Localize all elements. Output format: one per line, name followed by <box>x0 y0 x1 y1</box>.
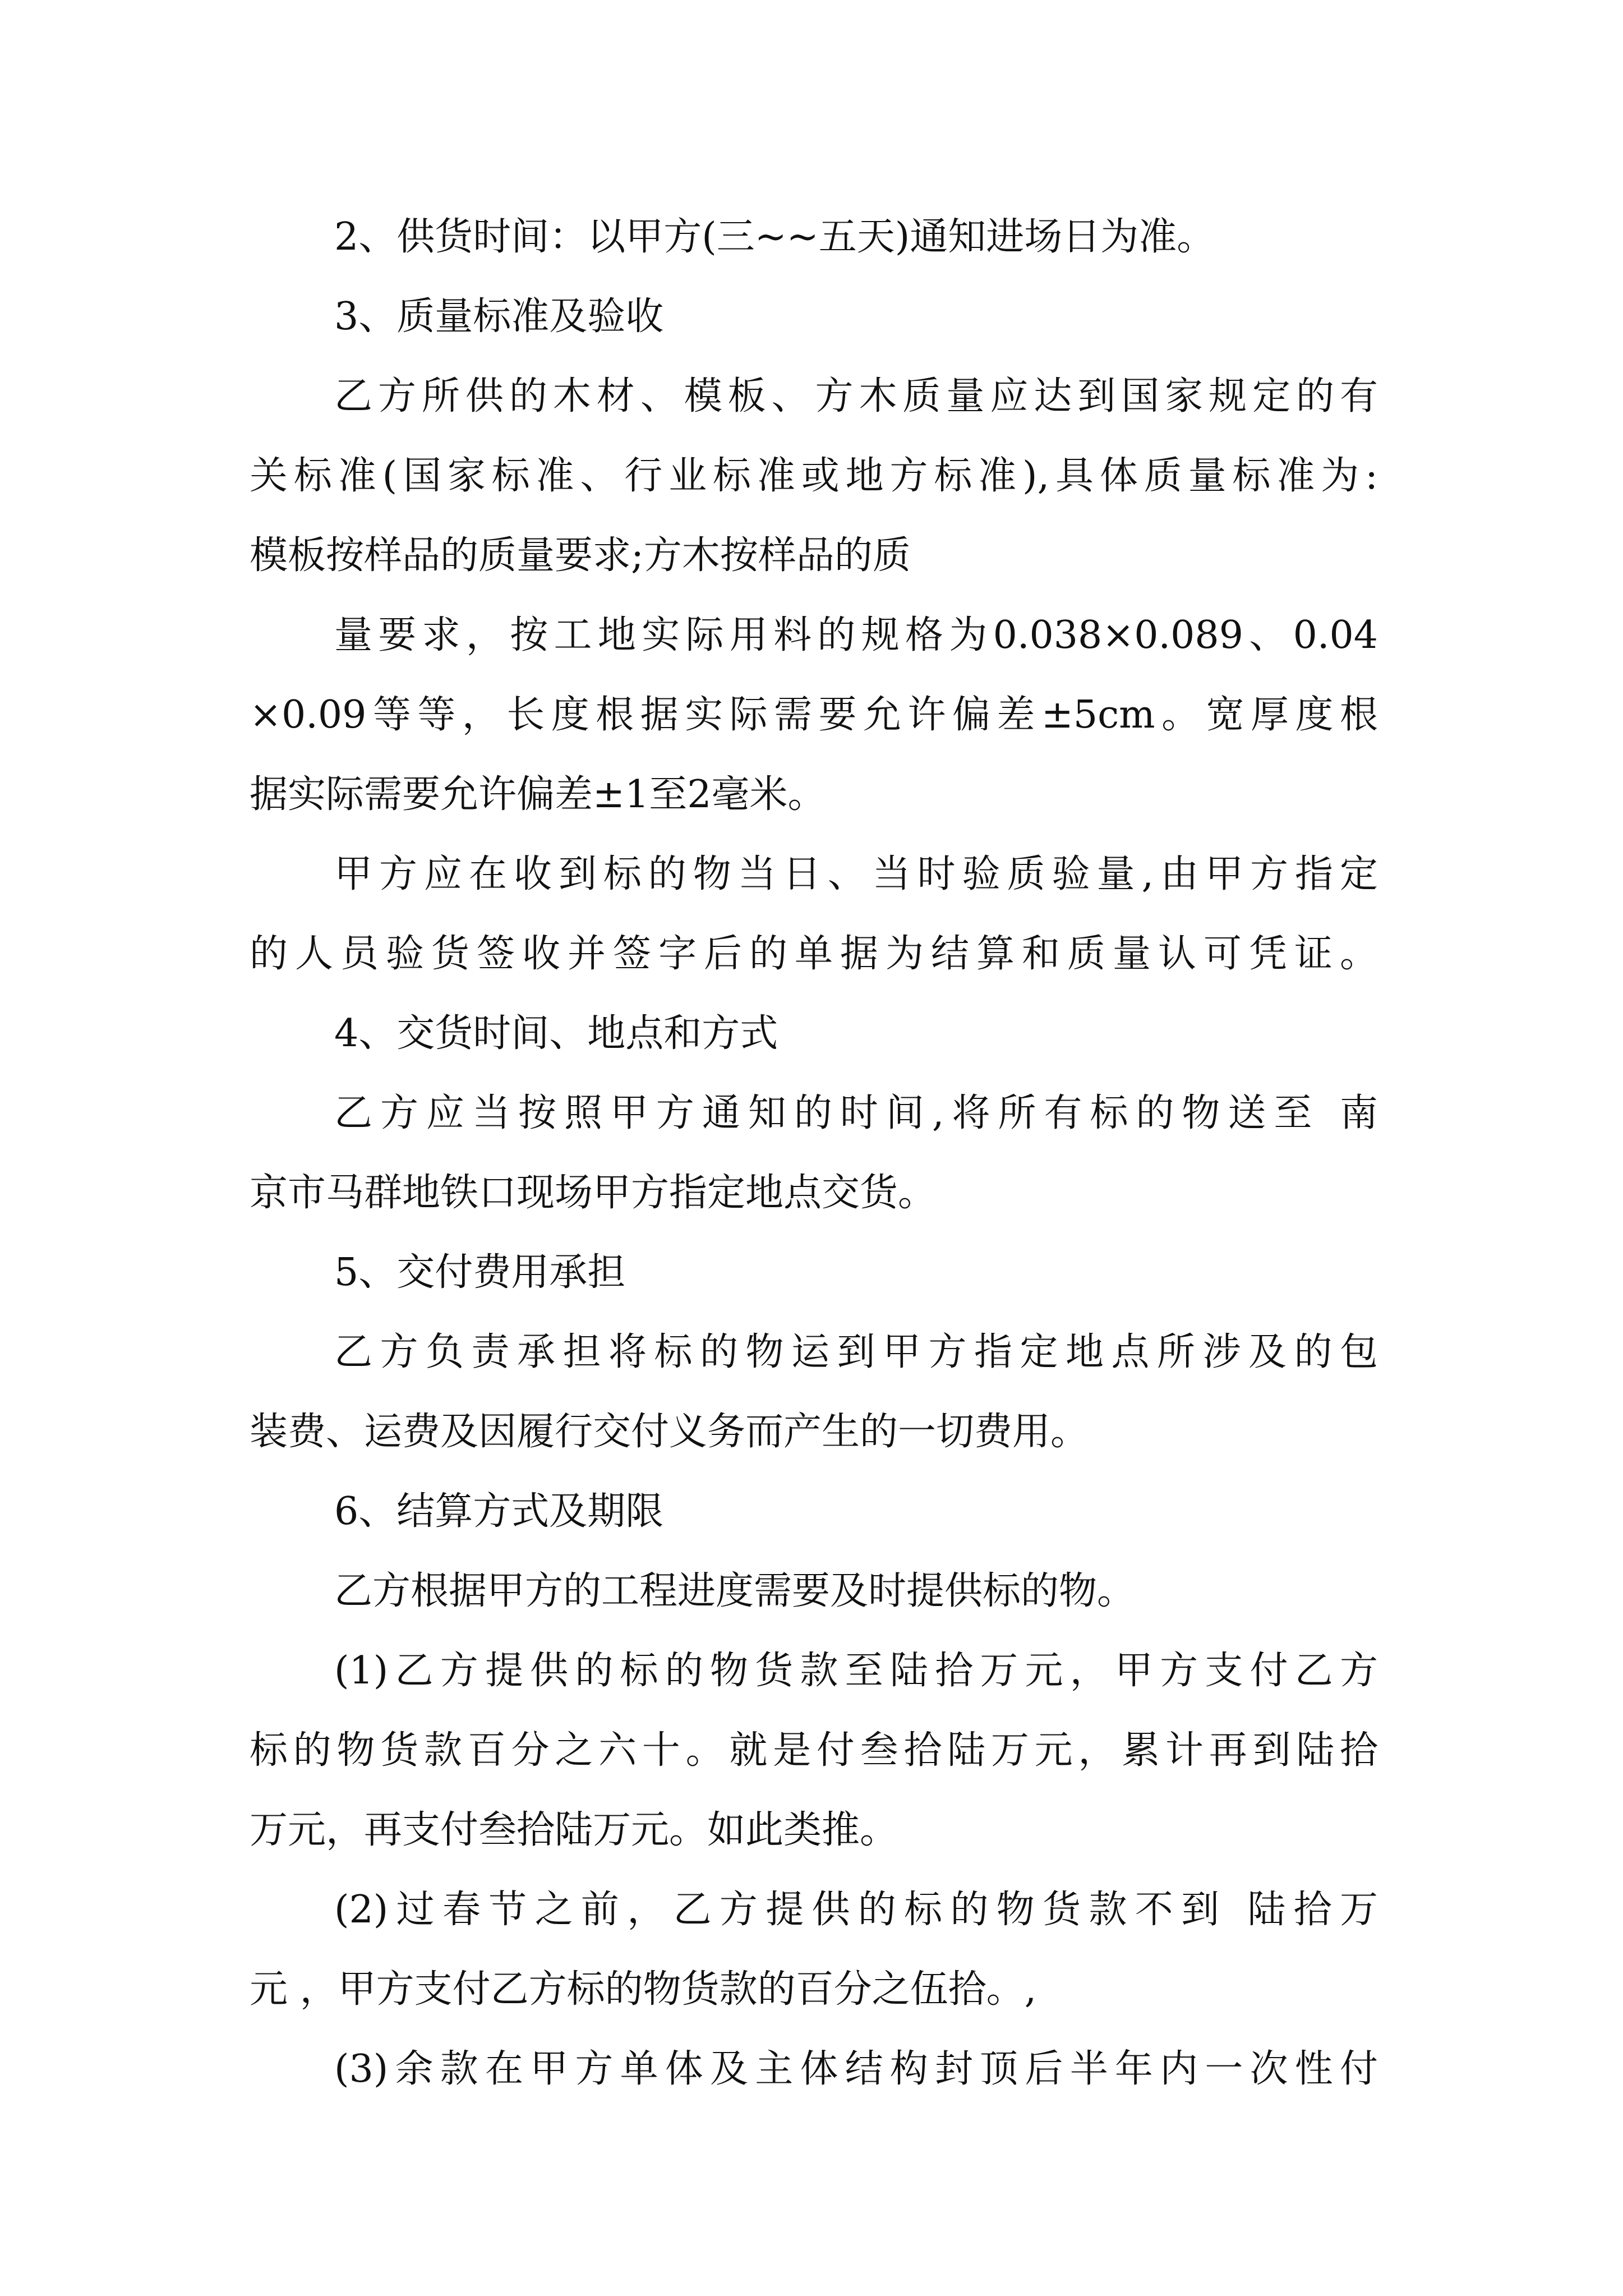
paragraph-clause-1-line-3: 万元，再支付叁拾陆万元。如此类推。 <box>250 1808 898 1852</box>
paragraph-quality-line-1: 乙方所供的木材、模板、方木质量应达到国家规定的有 <box>334 374 1378 418</box>
paragraph-clause-2-line-2: 元 ，甲方支付乙方标的物货款的百分之伍拾。, <box>250 1967 1037 2012</box>
heading-delivery-cost: 5、交付费用承担 <box>334 1250 626 1295</box>
paragraph-delivery-line-1: 乙方应当按照甲方通知的时间,将所有标的物送至 南 <box>334 1091 1378 1135</box>
paragraph-inspection-line-2: 的人员验货签收并签字后的单据为结算和质量认可凭证。 <box>250 932 1378 976</box>
paragraph-spec-line-2: ×0.09等等，长度根据实际需要允许偏差±5cm。宽厚度根 <box>250 693 1378 737</box>
paragraph-settlement-intro: 乙方根据甲方的工程进度需要及时提供标的物。 <box>334 1569 1136 1613</box>
paragraph-quality-line-2: 关标准(国家标准、行业标准或地方标准),具体质量标准为: <box>250 454 1378 498</box>
paragraph-spec-line-3: 据实际需要允许偏差±1至2毫米。 <box>250 772 826 817</box>
paragraph-delivery-line-2: 京市马群地铁口现场甲方指定地点交货。 <box>250 1171 937 1215</box>
heading-quality-standard: 3、质量标准及验收 <box>334 295 664 339</box>
paragraph-inspection-line-1: 甲方应在收到标的物当日、当时验质验量,由甲方指定 <box>334 852 1378 896</box>
paragraph-clause-3-line-1: (3)余款在甲方单体及主体结构封顶后半年内一次性付 <box>334 2047 1378 2091</box>
paragraph-quality-line-3: 模板按样品的质量要求;方木按样品的质 <box>250 533 911 578</box>
paragraph-spec-line-1: 量要求，按工地实际用料的规格为0.038×0.089、0.04 <box>334 613 1378 657</box>
paragraph-clause-1-line-2: 标的物货款百分之六十。就是付叁拾陆万元，累计再到陆拾 <box>250 1728 1378 1773</box>
heading-settlement: 6、结算方式及期限 <box>334 1489 664 1534</box>
paragraph-cost-line-1: 乙方负责承担将标的物运到甲方指定地点所涉及的包 <box>334 1330 1378 1374</box>
paragraph-cost-line-2: 装费、运费及因履行交付义务而产生的一切费用。 <box>250 1410 1089 1454</box>
paragraph-clause-2-line-1: (2)过春节之前，乙方提供的标的物货款不到 陆拾万 <box>334 1888 1378 1932</box>
paragraph-supply-time: 2、供货时间：以甲方(三~~五天)通知进场日为准。 <box>334 215 1215 259</box>
paragraph-clause-1-line-1: (1)乙方提供的标的物货款至陆拾万元，甲方支付乙方 <box>334 1649 1378 1693</box>
heading-delivery: 4、交货时间、地点和方式 <box>334 1011 778 1056</box>
